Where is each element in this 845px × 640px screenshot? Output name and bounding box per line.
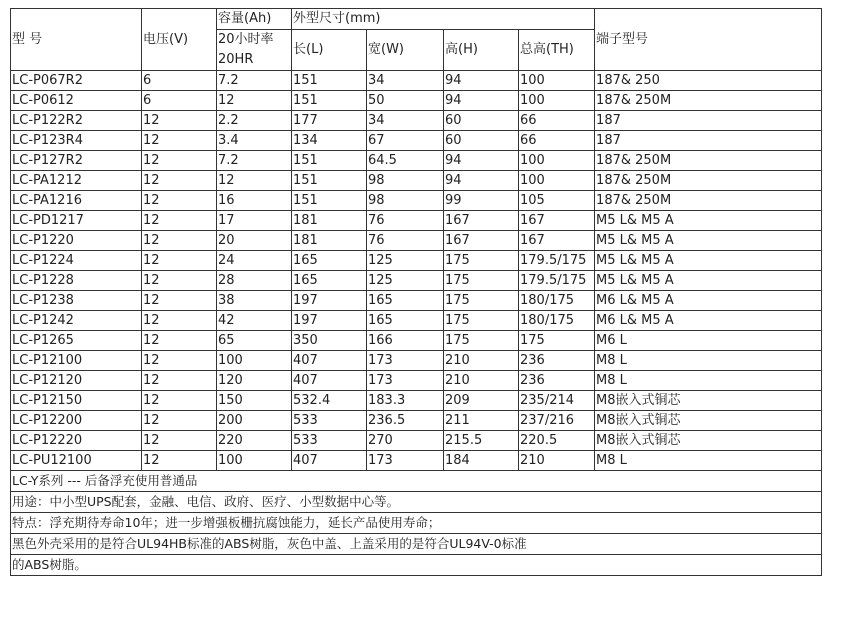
table-row — [11, 91, 822, 111]
cell-capacity: 2.2 — [217, 111, 292, 131]
cell-width: 165 — [367, 291, 444, 311]
table-row — [11, 311, 822, 331]
cell-width: 236.5 — [367, 411, 444, 431]
cell-total-height: 100 — [519, 91, 595, 111]
cell-width: 50 — [367, 91, 444, 111]
cell-capacity: 220 — [217, 431, 292, 451]
cell-total-height: 236 — [519, 371, 595, 391]
cell-total-height: 237/216 — [519, 411, 595, 431]
cell-length: 407 — [292, 371, 367, 391]
cell-model: LC-P122R2 — [11, 111, 142, 131]
header-row-1 — [11, 9, 822, 30]
cell-capacity: 20 — [217, 231, 292, 251]
cell-length: 165 — [292, 251, 367, 271]
cell-voltage: 12 — [142, 111, 217, 131]
table-row — [11, 291, 822, 311]
table-row — [11, 251, 822, 271]
cell-length: 532.4 — [292, 391, 367, 411]
header-voltage: 电压(V) — [142, 9, 217, 71]
cell-width: 173 — [367, 351, 444, 371]
cell-voltage: 12 — [142, 331, 217, 351]
cell-terminal: M5 L& M5 A — [595, 231, 822, 251]
cell-height: 184 — [444, 451, 519, 471]
cell-model: LC-P0612 — [11, 91, 142, 111]
cell-total-height: 180/175 — [519, 291, 595, 311]
cell-capacity: 28 — [217, 271, 292, 291]
cell-height: 99 — [444, 191, 519, 211]
cell-voltage: 12 — [142, 131, 217, 151]
cell-terminal: 187& 250M — [595, 151, 822, 171]
cell-capacity: 200 — [217, 411, 292, 431]
cell-width: 165 — [367, 311, 444, 331]
cell-width: 270 — [367, 431, 444, 451]
cell-model: LC-P1238 — [11, 291, 142, 311]
note-row — [11, 513, 822, 534]
cell-terminal: M8 L — [595, 451, 822, 471]
cell-height: 94 — [444, 151, 519, 171]
cell-length: 197 — [292, 291, 367, 311]
cell-height: 175 — [444, 331, 519, 351]
cell-total-height: 179.5/175 — [519, 271, 595, 291]
cell-model: LC-P1228 — [11, 271, 142, 291]
cell-voltage: 12 — [142, 311, 217, 331]
cell-model: LC-PU12100 — [11, 451, 142, 471]
cell-voltage: 12 — [142, 151, 217, 171]
header-model: 型 号 — [11, 9, 142, 71]
cell-width: 173 — [367, 371, 444, 391]
cell-capacity: 17 — [217, 211, 292, 231]
cell-length: 151 — [292, 71, 367, 91]
cell-total-height: 235/214 — [519, 391, 595, 411]
cell-model: LC-P1265 — [11, 331, 142, 351]
cell-capacity: 12 — [217, 91, 292, 111]
cell-width: 34 — [367, 71, 444, 91]
cell-total-height: 100 — [519, 151, 595, 171]
cell-length: 350 — [292, 331, 367, 351]
header-width: 宽(W) — [367, 30, 444, 71]
cell-voltage: 12 — [142, 291, 217, 311]
cell-height: 215.5 — [444, 431, 519, 451]
cell-terminal: 187 — [595, 111, 822, 131]
cell-terminal: M6 L& M5 A — [595, 291, 822, 311]
cell-voltage: 12 — [142, 271, 217, 291]
cell-voltage: 12 — [142, 431, 217, 451]
cell-length: 151 — [292, 91, 367, 111]
cell-total-height: 220.5 — [519, 431, 595, 451]
cell-height: 60 — [444, 111, 519, 131]
cell-model: LC-PA1216 — [11, 191, 142, 211]
cell-length: 407 — [292, 451, 367, 471]
cell-length: 177 — [292, 111, 367, 131]
cell-capacity: 24 — [217, 251, 292, 271]
cell-model: LC-P12220 — [11, 431, 142, 451]
cell-terminal: M8嵌入式铜芯 — [595, 431, 822, 451]
cell-model: LC-P12100 — [11, 351, 142, 371]
note-usage: 用途：中小型UPS配套，金融、电信、政府、医疗、小型数据中心等。 — [11, 492, 822, 513]
header-length: 长(L) — [292, 30, 367, 71]
cell-model: LC-P067R2 — [11, 71, 142, 91]
header-height: 高(H) — [444, 30, 519, 71]
cell-model: LC-PA1212 — [11, 171, 142, 191]
cell-total-height: 66 — [519, 131, 595, 151]
table-row — [11, 271, 822, 291]
cell-capacity: 38 — [217, 291, 292, 311]
table-row — [11, 71, 822, 91]
cell-model: LC-P12150 — [11, 391, 142, 411]
table-row — [11, 131, 822, 151]
cell-width: 76 — [367, 231, 444, 251]
cell-length: 151 — [292, 171, 367, 191]
notes-section — [11, 471, 822, 576]
table-row — [11, 331, 822, 351]
cell-model: LC-P1242 — [11, 311, 142, 331]
cell-width: 98 — [367, 171, 444, 191]
cell-voltage: 12 — [142, 231, 217, 251]
header-capacity-group: 容量(Ah) — [217, 9, 292, 30]
note-row — [11, 555, 822, 576]
cell-terminal: M8 L — [595, 371, 822, 391]
cell-voltage: 6 — [142, 71, 217, 91]
data-rows — [11, 71, 822, 471]
cell-total-height: 100 — [519, 71, 595, 91]
cell-terminal: 187& 250M — [595, 171, 822, 191]
cell-total-height: 175 — [519, 331, 595, 351]
cell-voltage: 6 — [142, 91, 217, 111]
cell-model: LC-PD1217 — [11, 211, 142, 231]
cell-terminal: M8 L — [595, 351, 822, 371]
cell-height: 210 — [444, 351, 519, 371]
cell-width: 64.5 — [367, 151, 444, 171]
cell-terminal: M5 L& M5 A — [595, 251, 822, 271]
cell-model: LC-P12200 — [11, 411, 142, 431]
note-material-line1: 黑色外壳采用的是符合UL94HB标准的ABS树脂，灰色中盖、上盖采用的是符合UL94V-0标准 — [11, 534, 822, 555]
note-material-line2: 的ABS树脂。 — [11, 555, 822, 576]
cell-voltage: 12 — [142, 391, 217, 411]
cell-total-height: 179.5/175 — [519, 251, 595, 271]
cell-total-height: 66 — [519, 111, 595, 131]
cell-length: 407 — [292, 351, 367, 371]
cell-width: 125 — [367, 271, 444, 291]
cell-total-height: 167 — [519, 211, 595, 231]
cell-height: 167 — [444, 211, 519, 231]
cell-height: 209 — [444, 391, 519, 411]
cell-capacity: 7.2 — [217, 151, 292, 171]
cell-height: 175 — [444, 251, 519, 271]
cell-capacity: 120 — [217, 371, 292, 391]
cell-width: 183.3 — [367, 391, 444, 411]
cell-total-height: 210 — [519, 451, 595, 471]
cell-length: 181 — [292, 211, 367, 231]
cell-terminal: M5 L& M5 A — [595, 211, 822, 231]
note-row — [11, 534, 822, 555]
table-body — [11, 9, 822, 71]
table-row — [11, 191, 822, 211]
cell-terminal: 187& 250M — [595, 91, 822, 111]
cell-terminal: M8嵌入式铜芯 — [595, 391, 822, 411]
cell-width: 98 — [367, 191, 444, 211]
table-row — [11, 451, 822, 471]
cell-terminal: 187 — [595, 131, 822, 151]
cell-terminal: 187& 250M — [595, 191, 822, 211]
cell-width: 76 — [367, 211, 444, 231]
cell-terminal: M6 L — [595, 331, 822, 351]
cell-length: 197 — [292, 311, 367, 331]
table-row — [11, 411, 822, 431]
table-row — [11, 431, 822, 451]
cell-height: 60 — [444, 131, 519, 151]
cell-total-height: 167 — [519, 231, 595, 251]
cell-height: 175 — [444, 271, 519, 291]
table-row — [11, 231, 822, 251]
cell-terminal: 187& 250 — [595, 71, 822, 91]
cell-voltage: 12 — [142, 451, 217, 471]
cell-width: 173 — [367, 451, 444, 471]
cell-height: 167 — [444, 231, 519, 251]
cell-capacity: 42 — [217, 311, 292, 331]
cell-height: 210 — [444, 371, 519, 391]
cell-voltage: 12 — [142, 251, 217, 271]
note-row — [11, 492, 822, 513]
cell-length: 165 — [292, 271, 367, 291]
cell-total-height: 105 — [519, 191, 595, 211]
cell-capacity: 16 — [217, 191, 292, 211]
cell-capacity: 65 — [217, 331, 292, 351]
table-row — [11, 391, 822, 411]
cell-height: 211 — [444, 411, 519, 431]
cell-voltage: 12 — [142, 171, 217, 191]
cell-terminal: M8嵌入式铜芯 — [595, 411, 822, 431]
table-row — [11, 111, 822, 131]
header-dimension-group: 外型尺寸(mm) — [292, 9, 595, 30]
note-row — [11, 471, 822, 492]
cell-voltage: 12 — [142, 351, 217, 371]
cell-voltage: 12 — [142, 191, 217, 211]
cell-capacity: 12 — [217, 171, 292, 191]
cell-model: LC-P127R2 — [11, 151, 142, 171]
note-features: 特点：浮充期待寿命10年；进一步增强板栅抗腐蚀能力，延长产品使用寿命； — [11, 513, 822, 534]
cell-voltage: 12 — [142, 211, 217, 231]
cell-length: 181 — [292, 231, 367, 251]
cell-terminal: M6 L& M5 A — [595, 311, 822, 331]
table-row — [11, 371, 822, 391]
note-series: LC-Y系列 --- 后备浮充使用普通品 — [11, 471, 822, 492]
header-terminal: 端子型号 — [595, 9, 822, 71]
cell-voltage: 12 — [142, 371, 217, 391]
cell-capacity: 100 — [217, 451, 292, 471]
cell-model: LC-P123R4 — [11, 131, 142, 151]
cell-capacity: 7.2 — [217, 71, 292, 91]
battery-spec-table — [10, 8, 822, 576]
cell-length: 134 — [292, 131, 367, 151]
cell-length: 151 — [292, 191, 367, 211]
cell-voltage: 12 — [142, 411, 217, 431]
cell-model: LC-P1220 — [11, 231, 142, 251]
cell-terminal: M5 L& M5 A — [595, 271, 822, 291]
cell-length: 533 — [292, 411, 367, 431]
table-row — [11, 151, 822, 171]
cell-total-height: 180/175 — [519, 311, 595, 331]
table-row — [11, 171, 822, 191]
cell-length: 151 — [292, 151, 367, 171]
cell-width: 67 — [367, 131, 444, 151]
cell-height: 175 — [444, 311, 519, 331]
cell-capacity: 150 — [217, 391, 292, 411]
cell-model: LC-P1224 — [11, 251, 142, 271]
table-row — [11, 211, 822, 231]
cell-width: 166 — [367, 331, 444, 351]
cell-width: 125 — [367, 251, 444, 271]
cell-total-height: 100 — [519, 171, 595, 191]
cell-height: 94 — [444, 91, 519, 111]
cell-height: 94 — [444, 171, 519, 191]
header-capacity-rate: 20小时率 20HR — [217, 30, 292, 71]
table-row — [11, 351, 822, 371]
cell-capacity: 3.4 — [217, 131, 292, 151]
cell-length: 533 — [292, 431, 367, 451]
cell-total-height: 236 — [519, 351, 595, 371]
cell-model: LC-P12120 — [11, 371, 142, 391]
header-total-height: 总高(TH) — [519, 30, 595, 71]
cell-width: 34 — [367, 111, 444, 131]
cell-capacity: 100 — [217, 351, 292, 371]
cell-height: 175 — [444, 291, 519, 311]
cell-height: 94 — [444, 71, 519, 91]
